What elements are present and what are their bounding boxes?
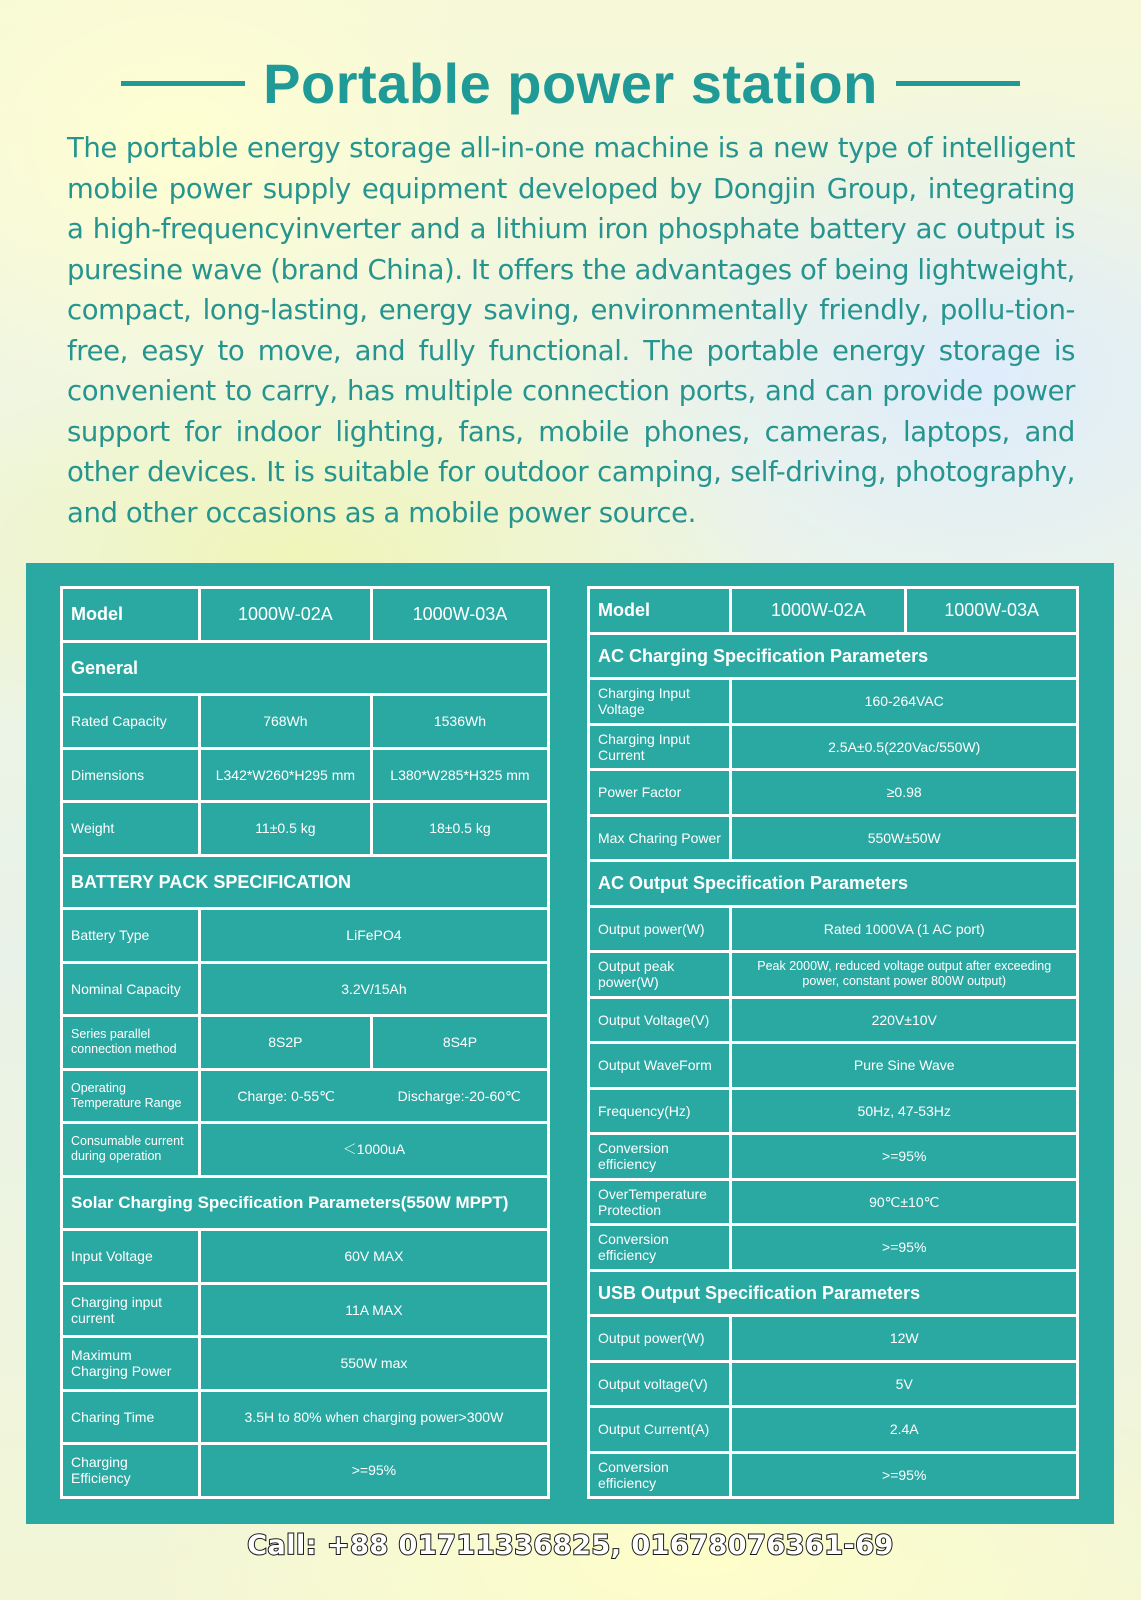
table-row: [62, 1283, 549, 1337]
cell-a: 11±0.5 kg: [199, 802, 371, 856]
table-row: [589, 1270, 1078, 1316]
model-b: 1000W-03A: [906, 588, 1078, 634]
row-label: Operating Temperature Range: [62, 1069, 200, 1123]
cell-value: 220V±10V: [731, 997, 1078, 1043]
cell-value: Rated 1000VA (1 AC port): [731, 906, 1078, 952]
table-row: [589, 1361, 1078, 1407]
page-title: Portable power station: [263, 51, 878, 115]
cell-value: 50Hz, 47-53Hz: [731, 1088, 1078, 1134]
title-rule-right: [896, 81, 1020, 86]
cell-value: 5V: [731, 1361, 1078, 1407]
table-row: [62, 641, 549, 695]
table-row: [589, 906, 1078, 952]
row-label: Charging input current: [62, 1283, 200, 1337]
cell-value: 550W±50W: [731, 815, 1078, 861]
row-label: Charing Time: [62, 1390, 200, 1444]
row-label: Dimensions: [62, 748, 200, 802]
table-row: [589, 861, 1078, 907]
table-row: [62, 695, 549, 749]
cell-value: 11A MAX: [199, 1283, 548, 1337]
table-row: [589, 1225, 1078, 1271]
cell-b: 8S4P: [371, 1016, 548, 1070]
cell-b: 18±0.5 kg: [371, 802, 548, 856]
row-label: Output power(W): [589, 906, 731, 952]
contact-phone: Call: +88 01711336825, 01678076361-69: [247, 1530, 894, 1561]
table-row: [589, 952, 1078, 998]
cell-value: 90℃±10℃: [731, 1179, 1078, 1225]
row-label: OverTemperature Protection: [589, 1179, 731, 1225]
cell-b: 1536Wh: [371, 695, 548, 749]
table-row: [62, 1016, 549, 1070]
table-row: [62, 1230, 549, 1284]
model-a: 1000W-02A: [731, 588, 906, 634]
table-row: [589, 633, 1078, 679]
cell-value: >=95%: [731, 1134, 1078, 1180]
row-label: Charging Efficiency: [62, 1444, 200, 1498]
row-label: Output Current(A): [589, 1407, 731, 1453]
row-label: Power Factor: [589, 770, 731, 816]
cell-b: L380*W285*H325 mm: [371, 748, 548, 802]
section-battery: BATTERY PACK SPECIFICATION: [62, 855, 549, 909]
row-label: Frequency(Hz): [589, 1088, 731, 1134]
row-label: Charging Input Current: [589, 724, 731, 770]
model-b: 1000W-03A: [371, 588, 548, 642]
row-label: Max Charing Power: [589, 815, 731, 861]
cell-value: Pure Sine Wave: [731, 1043, 1078, 1089]
row-label: Output power(W): [589, 1316, 731, 1362]
table-row: [589, 997, 1078, 1043]
section-usb-output: USB Output Specification Parameters: [589, 1270, 1078, 1316]
cell-value: Peak 2000W, reduced voltage output after exceeding power, constant power 800W output): [731, 952, 1078, 998]
table-row: [589, 1452, 1078, 1498]
table-row: [62, 909, 549, 963]
row-label: Output voltage(V): [589, 1361, 731, 1407]
spec-table-right: [587, 586, 1079, 1499]
table-row: [589, 588, 1078, 634]
section-ac-charging: AC Charging Specification Parameters: [589, 633, 1078, 679]
table-row: [589, 815, 1078, 861]
cell-b: Discharge:-20-60℃: [371, 1069, 548, 1123]
table-row: [589, 1134, 1078, 1180]
row-label: Consumable current during operation: [62, 1123, 200, 1177]
cell-value: 3.5H to 80% when charging power>300W: [199, 1390, 548, 1444]
row-label: Conversion efficiency: [589, 1225, 731, 1271]
table-row: [589, 1316, 1078, 1362]
row-label: Weight: [62, 802, 200, 856]
cell-value: 2.5A±0.5(220Vac/550W): [731, 724, 1078, 770]
cell-value: 12W: [731, 1316, 1078, 1362]
spec-table-left: [60, 586, 550, 1499]
title-rule-left: [121, 81, 245, 86]
cell-value: ≥0.98: [731, 770, 1078, 816]
row-label: Output Voltage(V): [589, 997, 731, 1043]
table-row: [62, 1123, 549, 1177]
cell-value: 160-264VAC: [731, 679, 1078, 725]
cell-value: >=95%: [731, 1452, 1078, 1498]
row-label: Output peak power(W): [589, 952, 731, 998]
cell-a: L342*W260*H295 mm: [199, 748, 371, 802]
table-row: [62, 748, 549, 802]
table-row: [62, 855, 549, 909]
row-label: Charging Input Voltage: [589, 679, 731, 725]
table-row: [62, 1390, 549, 1444]
section-solar: Solar Charging Specification Parameters(550W MPPT): [62, 1176, 549, 1230]
table-row: [62, 1069, 549, 1123]
table-row: [62, 1337, 549, 1391]
table-row: [589, 1407, 1078, 1453]
table-row: [589, 770, 1078, 816]
row-label: Maximum Charging Power: [62, 1337, 200, 1391]
cell-value: 3.2V/15Ah: [199, 962, 548, 1016]
row-label: Input Voltage: [62, 1230, 200, 1284]
table-row: [589, 1179, 1078, 1225]
table-row: [62, 802, 549, 856]
section-ac-output: AC Output Specification Parameters: [589, 861, 1078, 907]
table-row: [589, 1088, 1078, 1134]
cell-value: 60V MAX: [199, 1230, 548, 1284]
row-label: Output WaveForm: [589, 1043, 731, 1089]
cell-a: Charge: 0-55℃: [199, 1069, 371, 1123]
cell-value: 2.4A: [731, 1407, 1078, 1453]
table-row: [62, 962, 549, 1016]
cell-a: 768Wh: [199, 695, 371, 749]
model-label: Model: [62, 588, 200, 642]
cell-value: >=95%: [731, 1225, 1078, 1271]
model-a: 1000W-02A: [199, 588, 371, 642]
model-label: Model: [589, 588, 731, 634]
table-row: [62, 1176, 549, 1230]
row-label: Nominal Capacity: [62, 962, 200, 1016]
row-label: Conversion efficiency: [589, 1452, 731, 1498]
cell-value: >=95%: [199, 1444, 548, 1498]
page-header: [0, 48, 1141, 118]
table-row: [589, 1043, 1078, 1089]
cell-value: ＜1000uA: [199, 1123, 548, 1177]
intro-paragraph: The portable energy storage all-in-one machine is a new type of intelligent mobile power supply equipment developed by Dongjin Group, integrating a high-frequencyinverter and a lithium iron phosphate battery ac output is puresine wave (brand China). It offers the advantages of being lightweight, compact, long-lasting, energy saving, environmentally friendly, pollu-tion-free, easy to move, and fully functional. The portable energy storage is convenient to carry, has multiple connection ports, and can provide power support for indoor lighting, fans, mobile phones, cameras, laptops, and other devices. It is suitable for outdoor camping, self-driving, photography, and other occasions as a mobile power source.: [67, 132, 1075, 529]
cell-value: LiFePO4: [199, 909, 548, 963]
table-row: [62, 588, 549, 642]
row-label: Battery Type: [62, 909, 200, 963]
section-general: General: [62, 641, 549, 695]
table-row: [589, 724, 1078, 770]
cell-a: 8S2P: [199, 1016, 371, 1070]
table-row: [62, 1444, 549, 1498]
table-row: [589, 679, 1078, 725]
row-label: Series parallel connection method: [62, 1016, 200, 1070]
spec-panel: [26, 563, 1114, 1524]
cell-value: 550W max: [199, 1337, 548, 1391]
row-label: Conversion efficiency: [589, 1134, 731, 1180]
row-label: Rated Capacity: [62, 695, 200, 749]
